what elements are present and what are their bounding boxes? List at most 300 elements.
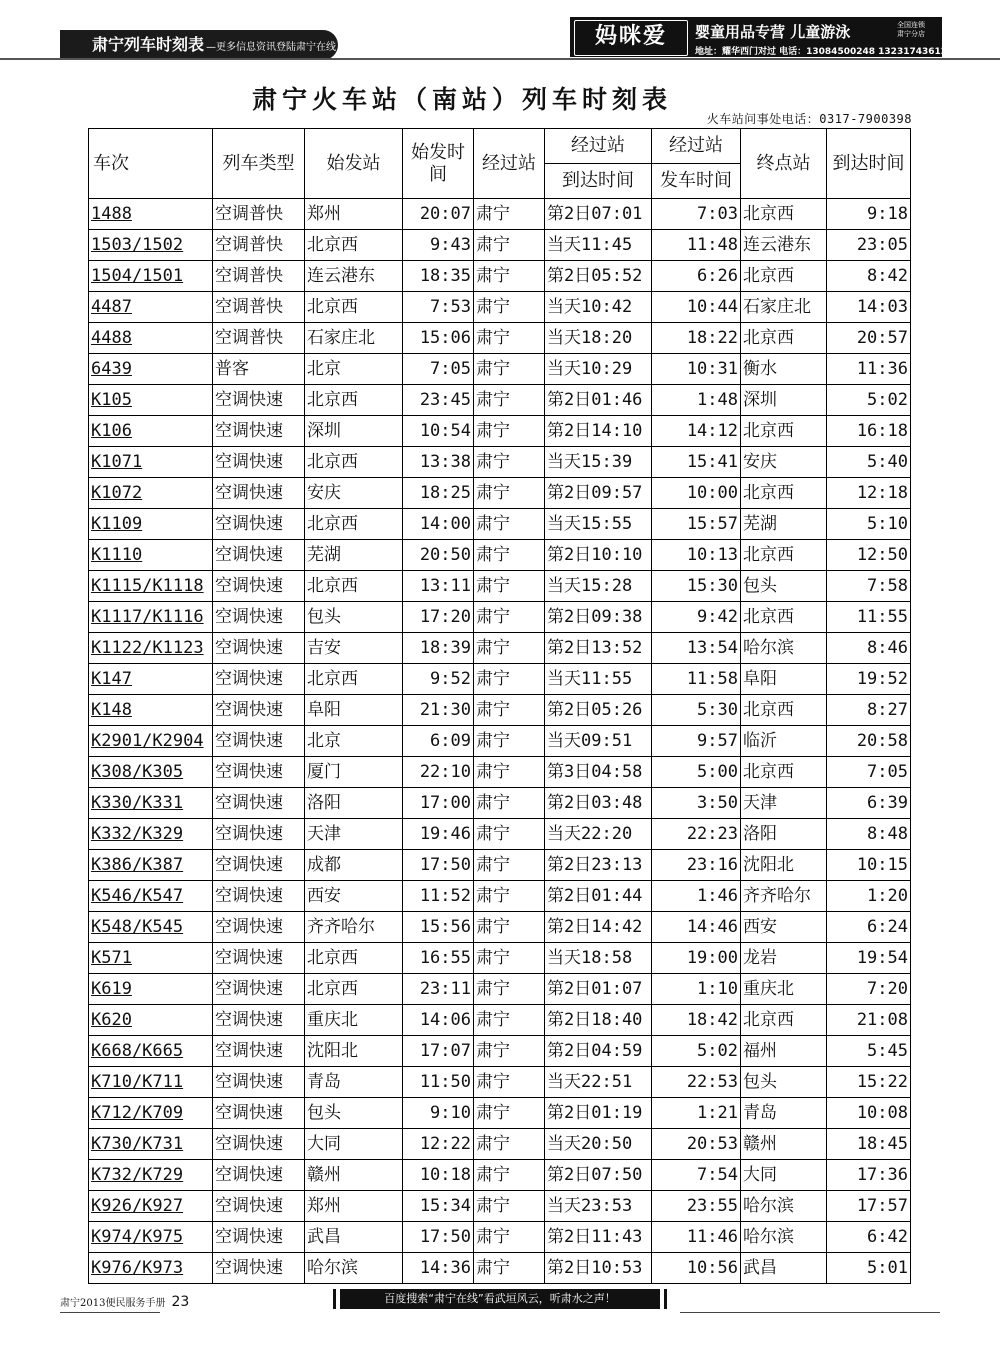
- origin-depart-time-cell: 9:10: [403, 1098, 474, 1129]
- via-station-cell: 肃宁: [474, 571, 545, 602]
- terminal-station-cell: 龙岩: [741, 943, 827, 974]
- terminal-arrive-time-cell: 17:36: [827, 1160, 911, 1191]
- origin-station-cell: 吉安: [305, 633, 403, 664]
- origin-station-cell: 大同: [305, 1129, 403, 1160]
- train-number-cell[interactable]: K668/K665: [89, 1036, 213, 1067]
- origin-depart-time-cell: 18:39: [403, 633, 474, 664]
- terminal-station-cell: 北京西: [741, 261, 827, 292]
- train-type-cell: 空调普快: [213, 292, 305, 323]
- origin-depart-time-cell: 15:06: [403, 323, 474, 354]
- terminal-station-cell: 阜阳: [741, 664, 827, 695]
- terminal-station-cell: 哈尔滨: [741, 1222, 827, 1253]
- via-arrive-time-cell: 当天18:20: [545, 323, 652, 354]
- table-row: [89, 1005, 911, 1036]
- origin-depart-time-cell: 7:53: [403, 292, 474, 323]
- terminal-station-cell: 石家庄北: [741, 292, 827, 323]
- train-number-cell[interactable]: 6439: [89, 354, 213, 385]
- header-section-tab: [60, 30, 338, 60]
- train-number-cell[interactable]: K571: [89, 943, 213, 974]
- table-row: [89, 571, 911, 602]
- via-station-cell: 肃宁: [474, 788, 545, 819]
- origin-station-cell: 青岛: [305, 1067, 403, 1098]
- terminal-station-cell: 西安: [741, 912, 827, 943]
- via-depart-time-cell: 13:54: [652, 633, 741, 664]
- terminal-station-cell: 武昌: [741, 1253, 827, 1284]
- ad-slogan: 婴童用品专营 儿童游泳: [695, 23, 851, 41]
- via-depart-time-cell: 14:46: [652, 912, 741, 943]
- via-depart-time-cell: 1:46: [652, 881, 741, 912]
- train-number-cell[interactable]: K1115/K1118: [89, 571, 213, 602]
- terminal-station-cell: 北京西: [741, 695, 827, 726]
- via-station-cell: 肃宁: [474, 912, 545, 943]
- via-station-cell: 肃宁: [474, 323, 545, 354]
- terminal-station-cell: 包头: [741, 571, 827, 602]
- via-depart-time-cell: 22:53: [652, 1067, 741, 1098]
- via-arrive-time-cell: 第2日10:53: [545, 1253, 652, 1284]
- terminal-station-cell: 福州: [741, 1036, 827, 1067]
- via-depart-time-cell: 23:55: [652, 1191, 741, 1222]
- header-terminal: 终点站: [741, 129, 827, 199]
- terminal-station-cell: 北京西: [741, 757, 827, 788]
- terminal-arrive-time-cell: 1:20: [827, 881, 911, 912]
- via-arrive-time-cell: 第2日01:19: [545, 1098, 652, 1129]
- origin-depart-time-cell: 10:54: [403, 416, 474, 447]
- train-number-cell[interactable]: K308/K305: [89, 757, 213, 788]
- train-type-cell: 空调快速: [213, 1191, 305, 1222]
- origin-station-cell: 阜阳: [305, 695, 403, 726]
- header-advertisement: [570, 17, 948, 57]
- origin-depart-time-cell: 11:52: [403, 881, 474, 912]
- train-number-cell[interactable]: K1117/K1116: [89, 602, 213, 633]
- via-depart-time-cell: 14:12: [652, 416, 741, 447]
- terminal-arrive-time-cell: 9:18: [827, 199, 911, 230]
- train-number-cell[interactable]: K974/K975: [89, 1222, 213, 1253]
- via-station-cell: 肃宁: [474, 664, 545, 695]
- via-depart-time-cell: 1:21: [652, 1098, 741, 1129]
- train-type-cell: 空调快速: [213, 633, 305, 664]
- origin-station-cell: 北京西: [305, 664, 403, 695]
- origin-depart-time-cell: 17:20: [403, 602, 474, 633]
- terminal-station-cell: 齐齐哈尔: [741, 881, 827, 912]
- train-number-cell[interactable]: K926/K927: [89, 1191, 213, 1222]
- train-type-cell: 空调快速: [213, 726, 305, 757]
- origin-station-cell: 天津: [305, 819, 403, 850]
- table-row: [89, 664, 911, 695]
- terminal-arrive-time-cell: 14:03: [827, 292, 911, 323]
- table-row: [89, 292, 911, 323]
- via-station-cell: 肃宁: [474, 416, 545, 447]
- train-number-cell[interactable]: K2901/K2904: [89, 726, 213, 757]
- train-number-cell[interactable]: K546/K547: [89, 881, 213, 912]
- via-arrive-time-cell: 第2日05:26: [545, 695, 652, 726]
- origin-station-cell: 武昌: [305, 1222, 403, 1253]
- origin-depart-time-cell: 6:09: [403, 726, 474, 757]
- via-arrive-time-cell: 当天11:55: [545, 664, 652, 695]
- via-depart-time-cell: 9:57: [652, 726, 741, 757]
- terminal-arrive-time-cell: 11:55: [827, 602, 911, 633]
- train-type-cell: 空调快速: [213, 695, 305, 726]
- origin-station-cell: 重庆北: [305, 1005, 403, 1036]
- via-arrive-time-cell: 当天22:51: [545, 1067, 652, 1098]
- via-depart-time-cell: 15:41: [652, 447, 741, 478]
- train-number-cell[interactable]: K730/K731: [89, 1129, 213, 1160]
- header-section-subtitle: —更多信息资讯登陆肃宁在线: [206, 42, 337, 53]
- via-station-cell: 肃宁: [474, 881, 545, 912]
- via-station-cell: 肃宁: [474, 695, 545, 726]
- terminal-arrive-time-cell: 7:05: [827, 757, 911, 788]
- table-row: [89, 230, 911, 261]
- origin-depart-time-cell: 12:22: [403, 1129, 474, 1160]
- footer-banner: 百度搜索“肃宁在线”看武垣风云，听肃水之声！: [340, 1289, 660, 1309]
- train-type-cell: 空调快速: [213, 974, 305, 1005]
- terminal-arrive-time-cell: 6:39: [827, 788, 911, 819]
- via-arrive-time-cell: 第2日01:07: [545, 974, 652, 1005]
- train-type-cell: 空调快速: [213, 1129, 305, 1160]
- terminal-station-cell: 北京西: [741, 540, 827, 571]
- train-number-cell[interactable]: 4488: [89, 323, 213, 354]
- train-type-cell: 空调快速: [213, 478, 305, 509]
- origin-station-cell: 郑州: [305, 199, 403, 230]
- via-arrive-time-cell: 当天20:50: [545, 1129, 652, 1160]
- via-depart-time-cell: 10:56: [652, 1253, 741, 1284]
- terminal-arrive-time-cell: 7:20: [827, 974, 911, 1005]
- via-arrive-time-cell: 当天11:45: [545, 230, 652, 261]
- via-depart-time-cell: 15:57: [652, 509, 741, 540]
- via-station-cell: 肃宁: [474, 1253, 545, 1284]
- origin-depart-time-cell: 14:36: [403, 1253, 474, 1284]
- train-number-cell[interactable]: K619: [89, 974, 213, 1005]
- train-type-cell: 空调普快: [213, 323, 305, 354]
- origin-depart-time-cell: 7:05: [403, 354, 474, 385]
- footer-left-rule: [60, 1312, 160, 1313]
- header-origin: 始发站: [305, 129, 403, 199]
- terminal-arrive-time-cell: 21:08: [827, 1005, 911, 1036]
- inquiry-phone: 火车站问事处电话：0317-7900398: [706, 112, 912, 126]
- train-type-cell: 空调快速: [213, 509, 305, 540]
- table-row: [89, 1098, 911, 1129]
- ad-address: 地址：耀华西门对过 电话：13084500248 13231743612: [695, 47, 948, 57]
- terminal-arrive-time-cell: 12:50: [827, 540, 911, 571]
- via-arrive-time-cell: 当天18:58: [545, 943, 652, 974]
- via-depart-time-cell: 20:53: [652, 1129, 741, 1160]
- train-number-cell[interactable]: K548/K545: [89, 912, 213, 943]
- via-depart-time-cell: 22:23: [652, 819, 741, 850]
- via-station-cell: 肃宁: [474, 292, 545, 323]
- via-station-cell: 肃宁: [474, 974, 545, 1005]
- origin-station-cell: 深圳: [305, 416, 403, 447]
- train-number-cell[interactable]: K147: [89, 664, 213, 695]
- terminal-arrive-time-cell: 5:45: [827, 1036, 911, 1067]
- train-type-cell: 空调快速: [213, 1253, 305, 1284]
- terminal-arrive-time-cell: 8:42: [827, 261, 911, 292]
- via-depart-time-cell: 7:54: [652, 1160, 741, 1191]
- via-station-cell: 肃宁: [474, 602, 545, 633]
- origin-station-cell: 赣州: [305, 1160, 403, 1191]
- origin-depart-time-cell: 17:07: [403, 1036, 474, 1067]
- table-row: [89, 323, 911, 354]
- header-arrive: 到达时间: [827, 129, 911, 199]
- header-via-station-2: 经过站: [652, 129, 741, 164]
- terminal-station-cell: 哈尔滨: [741, 1191, 827, 1222]
- via-station-cell: 肃宁: [474, 1222, 545, 1253]
- train-type-cell: 空调快速: [213, 943, 305, 974]
- terminal-arrive-time-cell: 20:57: [827, 323, 911, 354]
- via-station-cell: 肃宁: [474, 943, 545, 974]
- table-row: [89, 912, 911, 943]
- train-type-cell: 空调快速: [213, 571, 305, 602]
- train-number-cell[interactable]: K105: [89, 385, 213, 416]
- terminal-arrive-time-cell: 6:24: [827, 912, 911, 943]
- origin-station-cell: 沈阳北: [305, 1036, 403, 1067]
- table-row: [89, 788, 911, 819]
- train-number-cell[interactable]: 1488: [89, 199, 213, 230]
- via-depart-time-cell: 9:42: [652, 602, 741, 633]
- header-type: 列车类型: [213, 129, 305, 199]
- ad-brand-logo: 妈咪爱: [574, 20, 688, 56]
- origin-station-cell: 石家庄北: [305, 323, 403, 354]
- train-number-cell[interactable]: K1122/K1123: [89, 633, 213, 664]
- via-depart-time-cell: 19:00: [652, 943, 741, 974]
- train-number-cell[interactable]: K1110: [89, 540, 213, 571]
- origin-depart-time-cell: 18:25: [403, 478, 474, 509]
- via-depart-time-cell: 10:13: [652, 540, 741, 571]
- table-row: [89, 1191, 911, 1222]
- terminal-arrive-time-cell: 5:10: [827, 509, 911, 540]
- header-via-arrive: 到达时间: [545, 164, 652, 199]
- origin-depart-time-cell: 23:45: [403, 385, 474, 416]
- train-number-cell[interactable]: 4487: [89, 292, 213, 323]
- train-type-cell: 空调快速: [213, 447, 305, 478]
- train-type-cell: 空调快速: [213, 540, 305, 571]
- terminal-arrive-time-cell: 7:58: [827, 571, 911, 602]
- terminal-station-cell: 北京西: [741, 323, 827, 354]
- via-station-cell: 肃宁: [474, 757, 545, 788]
- table-row: [89, 943, 911, 974]
- via-station-cell: 肃宁: [474, 354, 545, 385]
- train-type-cell: 空调快速: [213, 819, 305, 850]
- train-number-cell[interactable]: 1504/1501: [89, 261, 213, 292]
- via-depart-time-cell: 5:02: [652, 1036, 741, 1067]
- train-number-cell[interactable]: K710/K711: [89, 1067, 213, 1098]
- origin-depart-time-cell: 18:35: [403, 261, 474, 292]
- origin-depart-time-cell: 17:50: [403, 850, 474, 881]
- origin-depart-time-cell: 22:10: [403, 757, 474, 788]
- origin-station-cell: 北京西: [305, 447, 403, 478]
- terminal-station-cell: 衡水: [741, 354, 827, 385]
- train-type-cell: 空调快速: [213, 1222, 305, 1253]
- via-depart-time-cell: 23:16: [652, 850, 741, 881]
- via-depart-time-cell: 3:50: [652, 788, 741, 819]
- via-arrive-time-cell: 当天10:29: [545, 354, 652, 385]
- ad-chain-line2: 肃宁分店: [897, 30, 925, 38]
- table-row: [89, 540, 911, 571]
- origin-station-cell: 成都: [305, 850, 403, 881]
- via-station-cell: 肃宁: [474, 726, 545, 757]
- origin-station-cell: 西安: [305, 881, 403, 912]
- table-row: [89, 354, 911, 385]
- origin-station-cell: 北京西: [305, 385, 403, 416]
- terminal-arrive-time-cell: 15:22: [827, 1067, 911, 1098]
- origin-depart-time-cell: 23:11: [403, 974, 474, 1005]
- footer-right-rule: [680, 1312, 940, 1313]
- origin-station-cell: 北京西: [305, 974, 403, 1005]
- via-depart-time-cell: 5:00: [652, 757, 741, 788]
- origin-depart-time-cell: 15:56: [403, 912, 474, 943]
- train-type-cell: 空调快速: [213, 602, 305, 633]
- terminal-station-cell: 北京西: [741, 199, 827, 230]
- page-title: 肃宁火车站（南站）列车时刻表: [251, 85, 672, 114]
- terminal-station-cell: 深圳: [741, 385, 827, 416]
- train-number-cell[interactable]: K1071: [89, 447, 213, 478]
- origin-depart-time-cell: 16:55: [403, 943, 474, 974]
- table-row: [89, 726, 911, 757]
- train-type-cell: 空调快速: [213, 850, 305, 881]
- terminal-arrive-time-cell: 23:05: [827, 230, 911, 261]
- terminal-arrive-time-cell: 17:57: [827, 1191, 911, 1222]
- timetable-body: [89, 199, 911, 1284]
- train-number-cell[interactable]: K330/K331: [89, 788, 213, 819]
- origin-station-cell: 芜湖: [305, 540, 403, 571]
- via-arrive-time-cell: 当天15:39: [545, 447, 652, 478]
- via-arrive-time-cell: 当天09:51: [545, 726, 652, 757]
- via-station-cell: 肃宁: [474, 1067, 545, 1098]
- terminal-arrive-time-cell: 19:54: [827, 943, 911, 974]
- terminal-station-cell: 天津: [741, 788, 827, 819]
- via-arrive-time-cell: 当天10:42: [545, 292, 652, 323]
- origin-depart-time-cell: 21:30: [403, 695, 474, 726]
- origin-depart-time-cell: 20:50: [403, 540, 474, 571]
- ad-chain-line1: 全国连锁: [897, 21, 925, 29]
- via-depart-time-cell: 11:48: [652, 230, 741, 261]
- via-station-cell: 肃宁: [474, 850, 545, 881]
- train-number-cell[interactable]: K386/K387: [89, 850, 213, 881]
- via-station-cell: 肃宁: [474, 230, 545, 261]
- via-depart-time-cell: 15:30: [652, 571, 741, 602]
- header-section-title: 肃宁列车时刻表: [92, 35, 205, 54]
- train-number-cell[interactable]: K712/K709: [89, 1098, 213, 1129]
- origin-station-cell: 包头: [305, 602, 403, 633]
- via-arrive-time-cell: 第2日23:13: [545, 850, 652, 881]
- train-number-cell[interactable]: K620: [89, 1005, 213, 1036]
- train-type-cell: 空调普快: [213, 261, 305, 292]
- table-row: [89, 602, 911, 633]
- origin-depart-time-cell: 17:50: [403, 1222, 474, 1253]
- train-type-cell: 空调普快: [213, 230, 305, 261]
- via-station-cell: 肃宁: [474, 1005, 545, 1036]
- via-station-cell: 肃宁: [474, 1160, 545, 1191]
- via-arrive-time-cell: 第2日07:50: [545, 1160, 652, 1191]
- via-arrive-time-cell: 当天23:53: [545, 1191, 652, 1222]
- origin-station-cell: 北京西: [305, 292, 403, 323]
- origin-station-cell: 齐齐哈尔: [305, 912, 403, 943]
- origin-station-cell: 北京西: [305, 509, 403, 540]
- via-arrive-time-cell: 第2日11:43: [545, 1222, 652, 1253]
- train-type-cell: 空调快速: [213, 912, 305, 943]
- terminal-station-cell: 赣州: [741, 1129, 827, 1160]
- train-type-cell: 空调普快: [213, 199, 305, 230]
- train-number-cell[interactable]: 1503/1502: [89, 230, 213, 261]
- via-station-cell: 肃宁: [474, 540, 545, 571]
- train-number-cell[interactable]: K732/K729: [89, 1160, 213, 1191]
- origin-station-cell: 北京西: [305, 943, 403, 974]
- table-header-row: [89, 129, 911, 164]
- via-arrive-time-cell: 第2日18:40: [545, 1005, 652, 1036]
- terminal-arrive-time-cell: 18:45: [827, 1129, 911, 1160]
- table-row: [89, 416, 911, 447]
- header-rule: [0, 58, 1000, 60]
- terminal-station-cell: 哈尔滨: [741, 633, 827, 664]
- train-type-cell: 空调快速: [213, 1036, 305, 1067]
- terminal-station-cell: 连云港东: [741, 230, 827, 261]
- via-depart-time-cell: 11:58: [652, 664, 741, 695]
- table-row: [89, 1253, 911, 1284]
- page-number: 23: [171, 1294, 190, 1310]
- via-station-cell: 肃宁: [474, 1191, 545, 1222]
- via-station-cell: 肃宁: [474, 1098, 545, 1129]
- terminal-station-cell: 北京西: [741, 416, 827, 447]
- via-depart-time-cell: 10:00: [652, 478, 741, 509]
- via-arrive-time-cell: 第2日01:44: [545, 881, 652, 912]
- via-arrive-time-cell: 第2日03:48: [545, 788, 652, 819]
- terminal-station-cell: 临沂: [741, 726, 827, 757]
- footer-book-info: [60, 1294, 189, 1310]
- train-type-cell: 空调快速: [213, 416, 305, 447]
- via-depart-time-cell: 7:03: [652, 199, 741, 230]
- via-arrive-time-cell: 第2日01:46: [545, 385, 652, 416]
- header-via: 经过站: [474, 129, 545, 199]
- train-number-cell[interactable]: K332/K329: [89, 819, 213, 850]
- train-number-cell[interactable]: K1109: [89, 509, 213, 540]
- train-timetable: [88, 128, 911, 1284]
- origin-depart-time-cell: 14:06: [403, 1005, 474, 1036]
- origin-station-cell: 包头: [305, 1098, 403, 1129]
- train-number-cell[interactable]: K976/K973: [89, 1253, 213, 1284]
- origin-depart-time-cell: 20:07: [403, 199, 474, 230]
- via-arrive-time-cell: 第2日05:52: [545, 261, 652, 292]
- terminal-arrive-time-cell: 16:18: [827, 416, 911, 447]
- train-number-cell[interactable]: K148: [89, 695, 213, 726]
- train-number-cell[interactable]: K106: [89, 416, 213, 447]
- table-row: [89, 974, 911, 1005]
- header-via-depart: 发车时间: [652, 164, 741, 199]
- terminal-arrive-time-cell: 8:48: [827, 819, 911, 850]
- train-type-cell: 空调快速: [213, 788, 305, 819]
- via-arrive-time-cell: 当天22:20: [545, 819, 652, 850]
- origin-depart-time-cell: 13:38: [403, 447, 474, 478]
- header-train: 车次: [89, 129, 213, 199]
- table-row: [89, 1222, 911, 1253]
- via-station-cell: 肃宁: [474, 199, 545, 230]
- table-row: [89, 509, 911, 540]
- header-via-station: 经过站: [545, 129, 652, 164]
- via-depart-time-cell: 1:10: [652, 974, 741, 1005]
- table-row: [89, 850, 911, 881]
- via-arrive-time-cell: 第2日14:10: [545, 416, 652, 447]
- train-number-cell[interactable]: K1072: [89, 478, 213, 509]
- via-depart-time-cell: 1:48: [652, 385, 741, 416]
- table-row: [89, 385, 911, 416]
- table-row: [89, 199, 911, 230]
- via-arrive-time-cell: 第2日09:38: [545, 602, 652, 633]
- origin-depart-time-cell: 17:00: [403, 788, 474, 819]
- via-station-cell: 肃宁: [474, 447, 545, 478]
- terminal-station-cell: 安庆: [741, 447, 827, 478]
- origin-station-cell: 安庆: [305, 478, 403, 509]
- table-row: [89, 447, 911, 478]
- train-type-cell: 空调快速: [213, 1067, 305, 1098]
- via-depart-time-cell: 5:30: [652, 695, 741, 726]
- origin-station-cell: 连云港东: [305, 261, 403, 292]
